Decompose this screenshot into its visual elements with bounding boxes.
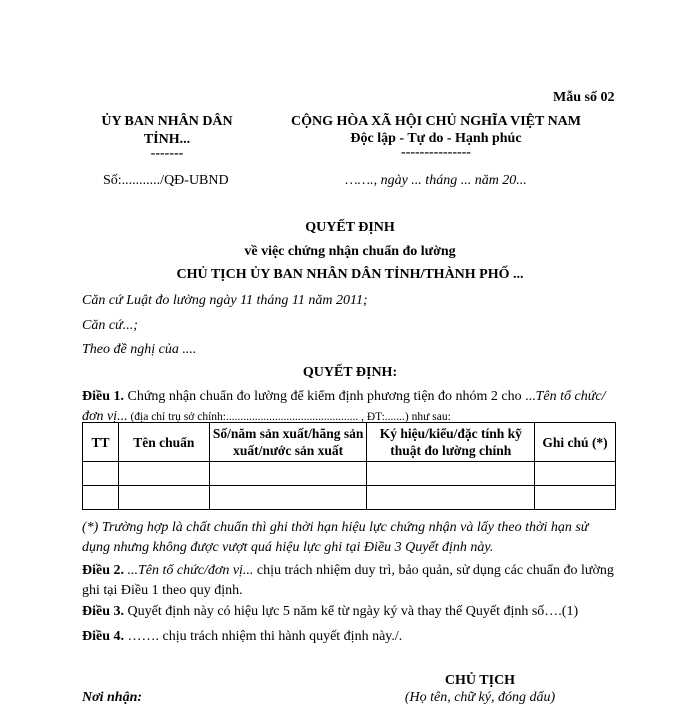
article-3-text: Quyết định này có hiệu lực 5 năm kể từ ngày ký và thay thế Quyết định số….(1) [124,604,579,619]
col-header-tt: TT [83,423,119,462]
col-header-standard-name: Tên chuẩn [118,423,209,462]
article-1-org: Tên tổ chức/đơn vị... [82,389,606,424]
article-1-suffix: như sau: [408,411,451,423]
standards-table [82,422,616,510]
header-left-dash: ------- [150,146,184,161]
col-header-notes: Ghi chú (*) [535,423,616,462]
basis-line-1: Căn cứ Luật đo lường ngày 11 tháng 11 năm 2011; [82,293,368,308]
basis-line-3: Theo đề nghị của .... [82,342,197,357]
decision-subject: về việc chứng nhận chuẩn đo lường [244,244,456,259]
article-4 [82,627,614,647]
article-1-text: Chứng nhận chuẩn đo lường để kiểm định phương tiện đo nhóm 2 cho ... [124,389,536,404]
national-title: CỘNG HÒA XÃ HỘI CHỦ NGHĨA VIỆT NAM [290,114,581,129]
place-date: ……., ngày ... tháng ... năm 20... [345,173,527,188]
header-right-dash: --------------- [401,145,471,160]
decision-heading: QUYẾT ĐỊNH: [302,365,398,380]
article-2-label: Điều 2. [82,563,124,578]
article-2-org: ...Tên tổ chức/đơn vị... [124,563,254,578]
table-cell [535,486,616,510]
article-1-address: (địa chỉ trụ sở chính:.............................................. , ĐT:.......) [127,411,409,423]
table-footnote: (*) Trường hợp là chất chuẩn thì ghi thời hạn hiệu lực chứng nhận và lấy theo thời hạn sử dụng nhưng không được vượt quá hiệu lực ghi tại Điều 3 Quyết định này. [82,520,589,555]
decision-authority: CHỦ TỊCH ỦY BAN NHÂN DÂN TỈNH/THÀNH PHỐ ... [176,267,524,282]
col-header-specs: Ký hiệu/kiểu/đặc tính kỹ thuật đo lường chính [367,423,535,462]
table-row [83,486,616,510]
article-2 [82,561,614,601]
decision-title: QUYẾT ĐỊNH [305,220,395,235]
table-cell [118,462,209,486]
table-row [83,462,616,486]
col-header-manufacture: Số/năm sản xuất/hãng sản xuất/nước sản xuất [209,423,367,462]
article-3 [82,602,614,622]
table-cell [535,462,616,486]
signature-title: CHỦ TỊCH [444,673,516,688]
header-left-line2: TỈNH... [143,132,191,147]
table-cell [367,462,535,486]
article-4-label: Điều 4. [82,629,124,644]
document-number: Số:.........../QĐ-UBND [103,173,229,188]
article-1 [82,387,614,427]
national-motto: Độc lập - Tự do - Hạnh phúc [350,131,522,146]
table-cell [83,486,119,510]
article-3-label: Điều 3. [82,604,124,619]
table-cell [209,486,367,510]
table-cell [367,486,535,510]
table-cell [83,462,119,486]
article-4-text: ……. chịu trách nhiệm thi hành quyết định này./. [124,629,403,644]
article-2-text: chịu trách nhiệm duy trì, bảo quản, sử dụng các chuẩn đo lường ghi tại Điều 1 theo quy định. [82,563,614,598]
form-number: Mẫu số 02 [553,90,615,105]
header-left-line1: ỦY BAN NHÂN DÂN [101,114,233,129]
table-cell [209,462,367,486]
signature-note: (Họ tên, chữ ký, đóng dấu) [404,690,556,705]
article-1-label: Điều 1. [82,389,124,404]
recipients-label: Nơi nhận: [82,690,143,705]
basis-line-2: Căn cứ...; [82,318,138,333]
table-header-row [83,423,616,462]
table-cell [118,486,209,510]
